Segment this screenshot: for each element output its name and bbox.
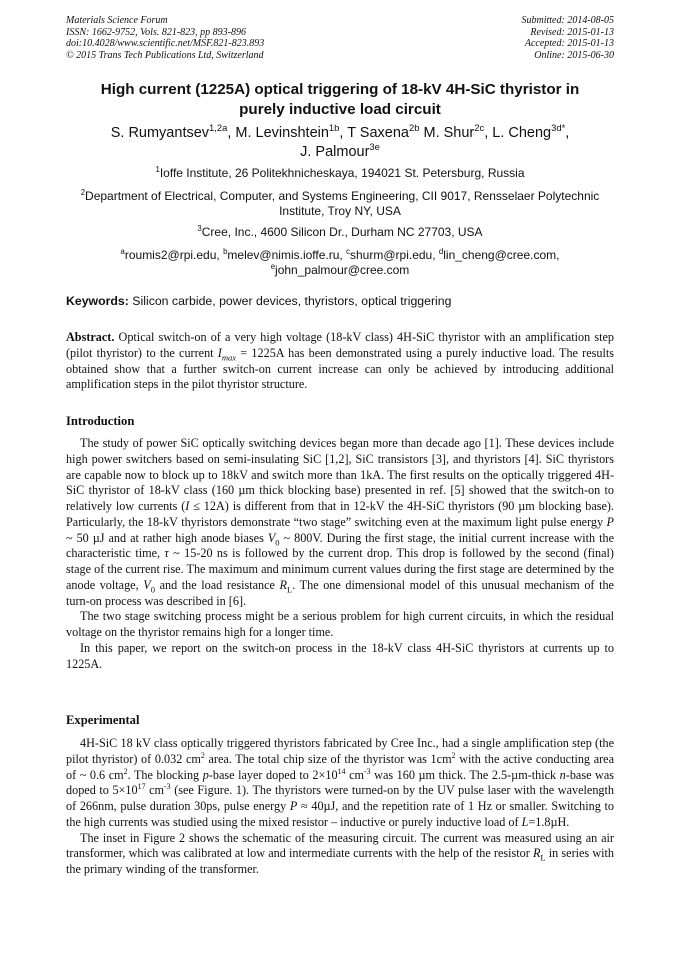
text-run: The study of power SiC optically switching devices began more than decade ago [1]. These devices include high power switchers based on semi-insulating SiC [1,2], SiC transistors [3], and thyristors [4]. SiC thyristors are capable now to block up to 18kV and switch more than 1kA. The first results on the optically triggered 4H-SiC thyristor of 18-kV class (160 µm thick blocking base) presented in ref. [5] showed that the switch-on to relatively low currents ( — [66, 436, 614, 513]
author-line-1 — [66, 124, 614, 143]
text-run: The inset in Figure 2 shows the schematic of the measuring circuit. The current was measured using an air transformer, which was calibrated at low and intermediate currents with the help of the resistor — [66, 830, 614, 861]
math-sup: 2 — [123, 766, 128, 776]
intro-paragraph-2: The two stage switching process might be a serious problem for high current circuits, in which the residual voltage on the thyristor remains high for a longer time. — [66, 609, 614, 639]
text-run: area. The total chip size of the thyristor was 1cm — [204, 751, 452, 766]
title-line-2: purely inductive load circuit — [239, 101, 441, 118]
text-run: -base layer doped to 2×10 — [208, 767, 338, 782]
affiliation-sup: 2 — [80, 188, 86, 197]
journal-name: Materials Science Forum — [66, 15, 168, 26]
author-sup: 1,2a — [209, 122, 228, 134]
email-sup: b — [223, 247, 228, 256]
math-sup: 2 — [200, 750, 205, 760]
exp-paragraph-1 — [66, 736, 614, 831]
author-name: T Saxena — [347, 125, 409, 141]
email-list — [66, 248, 614, 278]
text-run: . The blocking — [127, 767, 203, 782]
author-sup: 2b — [409, 122, 420, 134]
doi-line: doi:10.4028/www.scientific.net/MSF.821-823.893 — [66, 38, 265, 50]
keywords-text: Silicon carbide, power devices, thyristors, optical triggering — [128, 294, 452, 308]
text-run: 4H-SiC 18 kV class optically triggered thyristors fabricated by Cree Inc., had a single amplification step (the pilot thyristor) of 0.032 cm — [66, 736, 614, 766]
math-var: R — [279, 577, 287, 592]
math-var: V — [267, 530, 276, 545]
email-sup: e — [270, 262, 276, 271]
math-var: τ — [164, 546, 169, 561]
copyright-line: © 2015 Trans Tech Publications Ltd, Switzerland — [66, 49, 264, 61]
text-run: in series with the primary winding of the transformer. — [66, 846, 614, 876]
affiliation-text: Cree, Inc., 4600 Silicon Dr., Durham NC 27703, USA — [201, 225, 483, 239]
math-var: n — [559, 767, 566, 782]
text-run: =1.8µH. — [528, 814, 570, 829]
math-sub: L — [287, 584, 293, 595]
math-sub: L — [540, 852, 546, 863]
text-run: with the active conducting area of ~ 0.6 cm — [66, 751, 614, 782]
author-list — [66, 124, 614, 162]
text-run: was 160 µm thick. The 2.5-µm-thick — [370, 767, 560, 782]
keywords — [66, 294, 614, 308]
author-name: J. Palmour — [300, 144, 370, 160]
affiliation-1 — [66, 166, 614, 181]
author-sup: 2c — [474, 122, 485, 134]
email-line-1 — [66, 248, 614, 263]
text-run: ~ 50 µJ and at rather high anode biases — [66, 530, 268, 545]
math-var: P — [289, 799, 298, 813]
author-sep: , — [339, 125, 348, 141]
title-line-1: High current (1225A) optical triggering of 18-kV 4H-SiC thyristor in — [100, 81, 580, 98]
intro-paragraph-3: In this paper, we report on the switch-on process in the 18-kV class 4H-SiC thyristors at currents up to 1225A. — [66, 640, 614, 671]
introduction-body — [66, 436, 614, 672]
text-run: cm — [145, 783, 165, 798]
affiliation-line: Institute, Troy NY, USA — [279, 204, 401, 218]
author-name: S. Rumyantsev — [110, 125, 210, 141]
text-run: -base was doped to 5×10 — [66, 767, 615, 798]
math-var: R — [532, 846, 541, 861]
email-link[interactable]: roumis2@rpi.edu, — [124, 248, 224, 262]
email-sup: d — [438, 247, 444, 256]
affiliation-3 — [66, 225, 614, 240]
journal-info — [66, 15, 264, 61]
author-name: M. Levinshtein — [235, 125, 329, 141]
email-link[interactable]: john_palmour@cree.com — [275, 263, 410, 277]
keywords-label: Keywords: — [66, 294, 129, 308]
math-sub: 0 — [275, 536, 280, 547]
email-sup: c — [346, 247, 350, 256]
math-var: V — [143, 577, 151, 592]
abstract-paragraph — [66, 330, 614, 393]
accepted-date: Accepted: 2015-01-13 — [524, 38, 614, 50]
section-heading-introduction: Introduction — [66, 414, 135, 428]
section-heading-experimental: Experimental — [66, 713, 140, 727]
dates-info — [522, 15, 615, 61]
math-sup: 14 — [337, 766, 346, 776]
text-run: ≈ 40µJ, and the repetition rate of 1 Hz or smaller. Switching to the high currents was studied using the mixed resistor – inductive or purely inductive load of — [66, 799, 614, 829]
affiliation-sup: 3 — [197, 224, 202, 233]
text-run: Optical switch-on of a very high voltage (18-kV class) 4H-SiC thyristor with an amplification step (pilot thyristor) to the current — [66, 330, 614, 360]
author-sep: , — [227, 125, 236, 141]
math-sub: 0 — [150, 584, 155, 595]
author-sup: 1b — [328, 122, 340, 134]
email-link[interactable]: lin_cheng@cree.com, — [443, 248, 560, 262]
affiliation-text: Ioffe Institute, 26 Politekhnicheskaya, 194021 St. Petersburg, Russia — [159, 166, 525, 180]
math-var: p — [202, 767, 209, 782]
paper-title — [66, 80, 614, 120]
email-sup: a — [120, 247, 125, 256]
affiliation-line — [66, 189, 614, 204]
submitted-date: Submitted: 2014-08-05 — [521, 15, 614, 26]
affiliation-2 — [66, 189, 614, 219]
email-link[interactable]: melev@nimis.ioffe.ru, — [227, 248, 347, 262]
math-var: P — [606, 514, 614, 529]
author-sep: , — [565, 125, 570, 141]
experimental-body — [66, 736, 614, 878]
author-line-2 — [66, 143, 614, 162]
online-date: Online: 2015-06-30 — [534, 49, 614, 61]
affiliation-sup: 1 — [155, 165, 160, 174]
text-run: ~ 15-20 ns is followed by the current drop. This drop is followed by the second (final) stage of the current rise. The maximum and minimum current values during the first stage are determined by the anode voltage, — [66, 546, 614, 592]
math-sup: 17 — [137, 782, 146, 792]
text-run: ≤ 12A) is different from that in 12-kV the 4H-SiC thyristors (90 µm blocking base). Particularly, the 18-kV thyristors demonstrate “two stage” switching even at the maximum light pulse energy — [66, 499, 614, 529]
math-sup: 2 — [451, 750, 456, 760]
math-sub: max — [221, 352, 237, 363]
author-name: M. Shur — [423, 125, 475, 141]
text-run: ~ 800V. During the first stage, the initial current increase with the characteristic time, — [66, 530, 614, 561]
author-sup: 3d* — [551, 122, 566, 134]
text-run: and the load resistance — [154, 577, 280, 592]
exp-paragraph-2 — [66, 831, 614, 878]
math-sup: -3 — [363, 766, 371, 776]
revised-date: Revised: 2015-01-13 — [530, 26, 614, 38]
text-run: (see Figure. 1). The thyristors were turned-on by the UV pulse laser with the wavelength of 266nm, pulse duration 30ps, pulse energy — [66, 783, 614, 813]
affiliation-text: Department of Electrical, Computer, and Systems Engineering, CII 9017, Rensselaer Polytechnic — [85, 189, 600, 203]
text-run: . The one dimensional model of this unusual mechanism of the turn-on process was described in [6]. — [66, 577, 614, 608]
text-run: cm — [345, 767, 364, 782]
author-sup: 3e — [369, 141, 380, 153]
email-link[interactable]: shurm@rpi.edu, — [350, 248, 439, 262]
issn-line: ISSN: 1662-9752, Vols. 821-823, pp 893-896 — [66, 26, 246, 38]
math-var: I — [185, 499, 190, 513]
email-line-2 — [66, 263, 614, 278]
author-name: L. Cheng — [492, 125, 552, 141]
abstract-label: Abstract. — [66, 330, 115, 344]
author-sep: , — [484, 125, 493, 141]
abstract — [66, 330, 614, 393]
text-run: = 1225A has been demonstrated using a purely inductive load. The results obtained show that a further switch-on current increase can only be achieved by introducing additional amplification steps in the pilot thyristor structure. — [66, 345, 614, 392]
math-var: I — [217, 345, 222, 360]
math-var: L — [521, 814, 529, 829]
intro-paragraph-1 — [66, 436, 614, 609]
math-sup: -3 — [164, 782, 171, 792]
